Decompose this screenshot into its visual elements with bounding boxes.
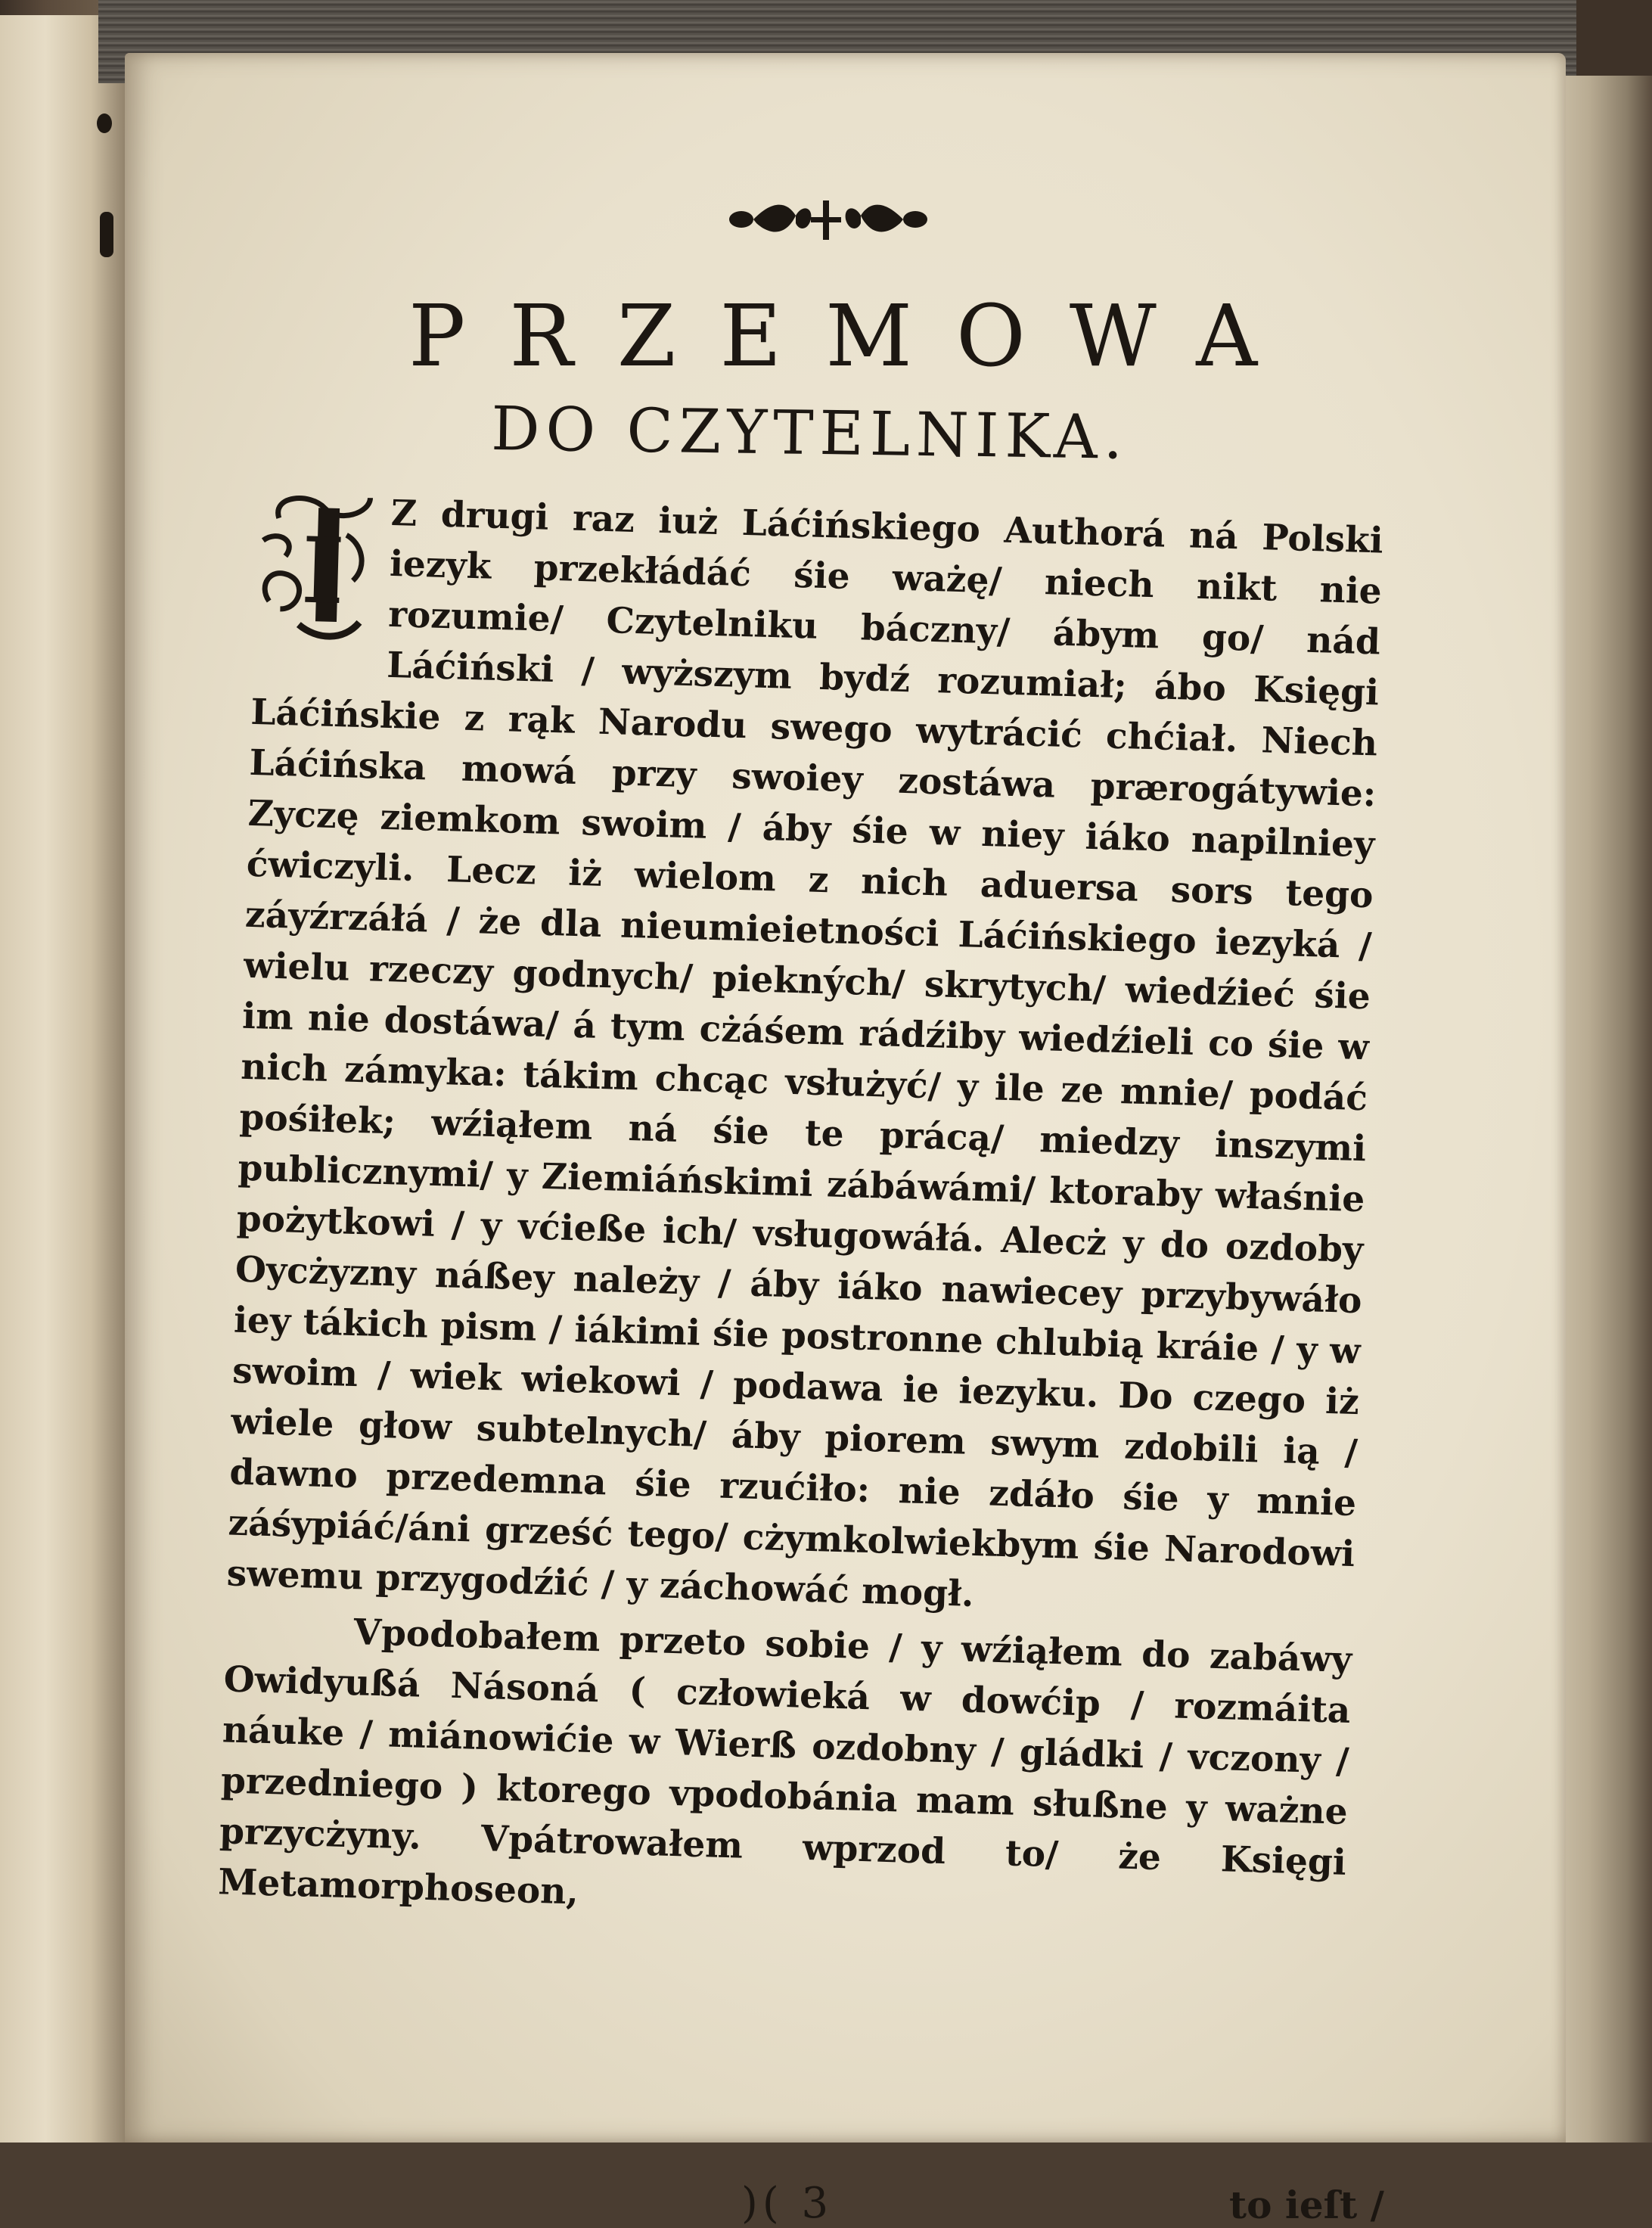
svg-text:I: I <box>300 517 346 626</box>
facing-page-edge <box>0 15 129 2143</box>
page-subtitle: DO CZYTELNIKA. <box>490 393 1129 473</box>
preface-body <box>217 484 1383 1939</box>
headpiece-ornament <box>726 193 930 246</box>
signature-mark: )( 3 <box>741 2179 834 2228</box>
paragraph-2: Vpodobałem przeto sobie / y wźiąłem do zabáwy Owidyußá Násoná ( człowieká w dowćip / rozmáita náuke / miánowićie w Wierß ozdobny / gládki / vczony / przedniego ) ktorego vpodobánia mam słußne y ważne przycżyny. Vpátrowałem wprzod to/ że Księgi Metamorphoseon, <box>217 1611 1352 1913</box>
page-stack-edge <box>1558 76 1652 2143</box>
page-title: PRZEMOWA <box>408 287 1302 386</box>
catchword: to ieſt / <box>1229 2183 1384 2227</box>
decorated-initial <box>253 487 378 645</box>
binding-hole <box>97 113 112 133</box>
binding-hole <box>100 212 113 257</box>
paragraph-1: Z drugi raz iuż Láćińskiego Authorá ná Polski iezyk przekłádáć śie ważę/ niech nikt nie rozumie/ Czytelniku báczny/ ábym go/ nád Láćiński / wyższym bydź rozumiał; ábo Księgi Láćińskie z rąk Narodu swego wytrácić chćiał. Niech Láćińska mowá przy swoiey zostáwa prærogátywie: Zyczę ziemkom swoim / áby śie w niey iáko napilniey ćwiczyli. Lecz iż wielom z nich aduersa sors tego záyźrzáłá / że dla nieumieietności Láćińskiego iezyká / wielu rzeczy godnych/ piekných/ skrytych/ wiedźieć śie im nie dostáwa/ á tym cżáśem rádźiby wiedźieli co śie w nich zámyka: tákim chcąc vsłużyć/ y ile ze mnie/ podáć pośiłek; wźiąłem ná śie te prácą/ miedzy inszymi publicznymi/ y Ziemiáńskimi zábáwámi/ ktoraby właśnie pożytkowi / y vćieße ich/ vsługowáłá. Alecż y do ozdoby Oycżyzny náßey należy / áby iáko nawiecey przybywáło iey tákich pism / iákimi śie postronne chlubią kráie / y w swoim / wiek wiekowi / podawa ie iezyku. Do czego iż wiele głow subtelnych/ áby piorem swym zdobili ią / dawno przedemna śie rzućiło: nie zdáło śie y mnie záśypiáć/áni grześć tego/ cżymkolwiekbym śie Narodowi swemu przygodźić / y záchowáć mogł. <box>226 492 1384 1616</box>
